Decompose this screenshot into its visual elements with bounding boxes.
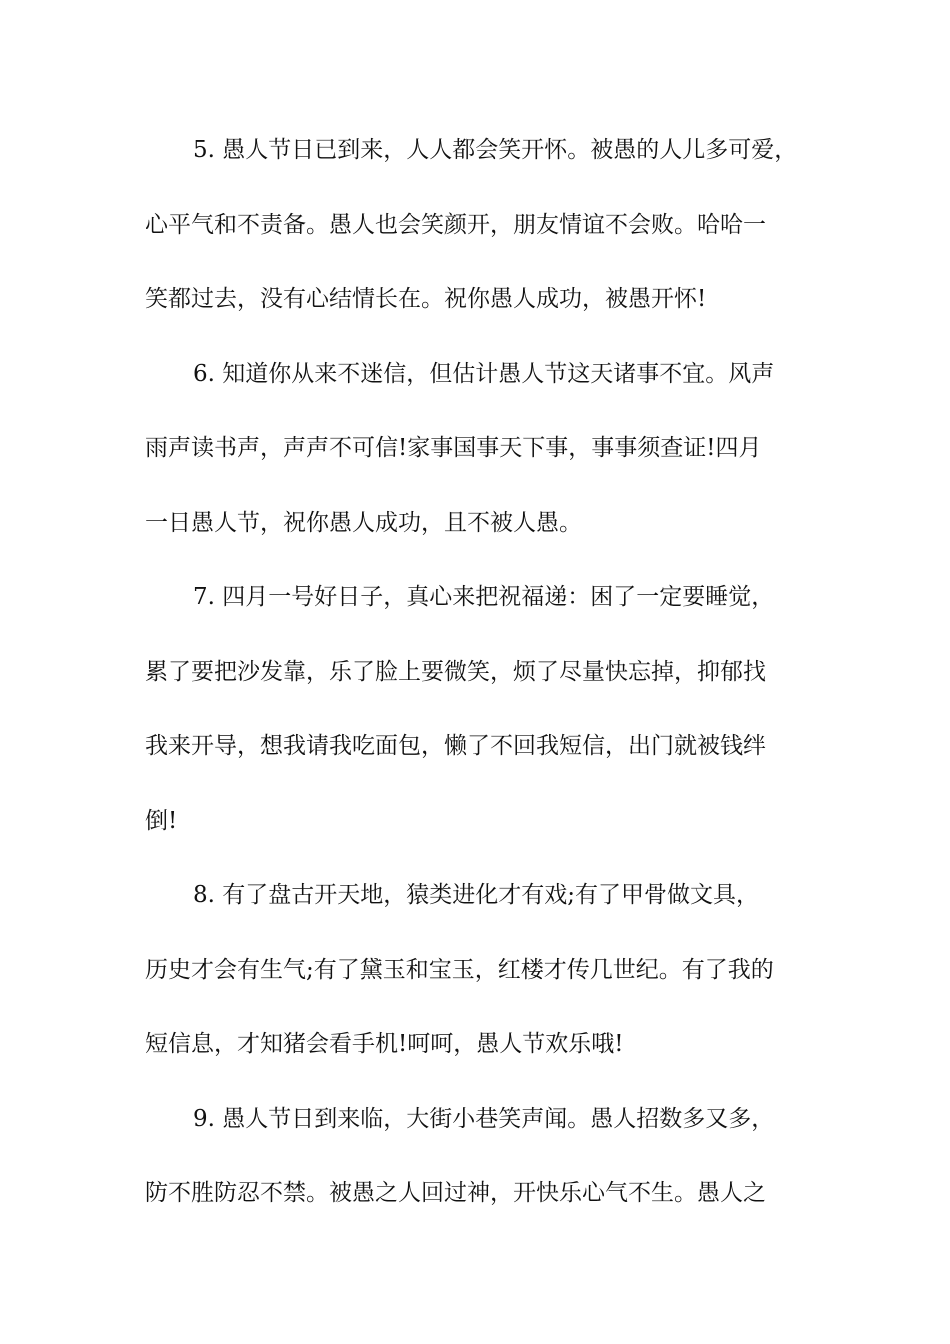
text-line: 历史才会有生气;有了黛玉和宝玉，红楼才传几世纪。有了我的 xyxy=(145,956,774,983)
text-line: 短信息，才知猪会看手机!呵呵，愚人节欢乐哦! xyxy=(145,1031,624,1057)
text-line: 倒! xyxy=(145,807,178,834)
text-line: 笑都过去，没有心结情长在。祝你愚人成功，被愚开怀! xyxy=(145,286,707,312)
paragraph-8 xyxy=(145,873,815,1097)
paragraph-7 xyxy=(145,575,815,873)
text-line: 5. 愚人节日已到来，人人都会笑开怀。被愚的人儿多可爱， xyxy=(193,137,798,163)
text-line: 6. 知道你从来不迷信，但估计愚人节这天诸事不宜。风声 xyxy=(193,360,775,387)
text-line: 累了要把沙发靠，乐了脸上要微笑，烦了尽量快忘掉，抑郁找 xyxy=(145,658,766,685)
text-line: 7. 四月一号好日子，真心来把祝福递：困了一定要睡觉， xyxy=(193,584,775,610)
paragraph-9 xyxy=(145,1097,815,1246)
text-line: 防不胜防忍不禁。被愚之人回过神，开快乐心气不生。愚人之 xyxy=(145,1180,766,1206)
text-line: 9. 愚人节日到来临，大街小巷笑声闻。愚人招数多又多， xyxy=(193,1105,775,1132)
text-line: 雨声读书声，声声不可信!家事国事天下事，事事须查证!四月 xyxy=(145,435,762,461)
document-body xyxy=(145,128,815,1246)
paragraph-5 xyxy=(145,128,815,352)
text-line: 我来开导，想我请我吃面包，懒了不回我短信，出门就被钱绊 xyxy=(145,733,766,759)
text-line: 一日愚人节，祝你愚人成功，且不被人愚。 xyxy=(145,509,582,536)
paragraph-6 xyxy=(145,352,815,576)
text-line: 8. 有了盘古开天地，猿类进化才有戏;有了甲骨做文具， xyxy=(193,882,760,908)
text-line: 心平气和不责备。愚人也会笑颜开，朋友情谊不会败。哈哈一 xyxy=(145,211,766,238)
